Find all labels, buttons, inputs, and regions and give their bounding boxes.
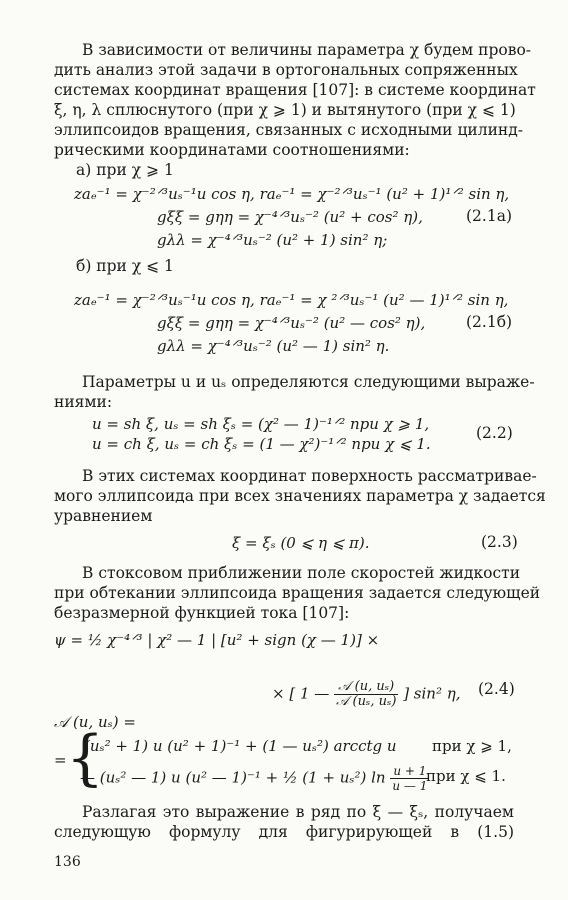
text-line: В стоксовом приближении поле скоростей жидкости [82, 564, 521, 582]
equation-line [272, 680, 461, 709]
text-line: В зависимости от величины параметра χ будем прово- [82, 41, 532, 59]
equation-prefix: × [ 1 — [272, 684, 330, 703]
equation-line: zaₑ⁻¹ = χ⁻²ᐟ³uₛ⁻¹u cos η, raₑ⁻¹ = χ⁻²ᐟ³uₛ⁻¹ (u² + 1)¹ᐟ² sin η, [74, 185, 510, 203]
text-line: уравнением [54, 507, 153, 525]
text-line: рическими координатами соотношениями: [54, 141, 410, 159]
text-line: В этих системах координат поверхность рассматривае- [82, 467, 537, 485]
fraction [334, 680, 398, 709]
equation-condition: при χ ⩾ 1, [432, 737, 512, 755]
equation-line: zaₑ⁻¹ = χ⁻²ᐟ³uₛ⁻¹u cos η, raₑ⁻¹ = χ ²ᐟ³uₛ⁻¹ (u² — 1)¹ᐟ² sin η, [74, 291, 509, 309]
text-line: системах координат вращения [107]: в системе координат [54, 81, 536, 99]
left-brace-icon: { [66, 723, 105, 793]
equation-line: ξ = ξₛ (0 ⩽ η ⩽ π). [232, 534, 370, 552]
text-line: ξ, η, λ сплюснутого (при χ ⩾ 1) и вытянутого (при χ ⩽ 1) [54, 101, 516, 119]
equation-case [80, 764, 429, 793]
text-line: безразмерной функцией тока [107]: [54, 604, 350, 622]
text-line: Параметры u и uₛ определяются следующими выраже- [82, 373, 535, 391]
case-b-label: б) при χ ⩽ 1 [76, 257, 174, 275]
text-line: следующую формулу для фигурирующей в (1.5) [54, 823, 514, 841]
equals-sign: = [54, 751, 67, 769]
fraction [390, 764, 429, 793]
equation-suffix: ] sin² η, [403, 684, 461, 703]
text-line: дить анализ этой задачи в ортогональных сопряженных [54, 61, 518, 79]
text-line: Разлагая это выражение в ряд по ξ — ξₛ, получаем [82, 803, 514, 821]
equation-line: gλλ = χ⁻⁴ᐟ³uₛ⁻² (u² — 1) sin² η. [157, 337, 390, 355]
equation-line: 𝒜 (u, uₛ) = [54, 713, 136, 731]
equation-number: (2.3) [481, 533, 518, 551]
equation-number: (2.1б) [466, 313, 513, 331]
equation-number: (2.4) [478, 680, 515, 698]
equation-line: ψ = ½ χ⁻⁴ᐟ³ | χ² — 1 | [u² + sign (χ — 1)] × [54, 631, 380, 649]
equation-line: u = ch ξ, uₛ = ch ξₛ = (1 — χ²)⁻¹ᐟ² при χ ⩽ 1. [92, 435, 431, 453]
equation-line: gξξ = gηη = χ⁻⁴ᐟ³uₛ⁻² (u² — cos² η), [157, 314, 426, 332]
page-number: 136 [54, 854, 81, 870]
equation-condition: при χ ⩽ 1. [426, 767, 506, 785]
fraction-numerator: u + 1 [390, 764, 429, 779]
text-line: ниями: [54, 393, 113, 411]
text-line: при обтекании эллипсоида вращения задается следующей [54, 584, 541, 602]
equation-line: gλλ = χ⁻⁴ᐟ³uₛ⁻² (u² + 1) sin² η; [157, 231, 388, 249]
equation-case-text: — (uₛ² — 1) u (u² — 1)⁻¹ + ½ (1 + uₛ²) ln [80, 768, 386, 787]
fraction-denominator: u — 1 [392, 779, 428, 793]
equation-line: gξξ = gηη = χ⁻⁴ᐟ³uₛ⁻² (u² + cos² η), [157, 208, 423, 226]
equation-case: (uₛ² + 1) u (u² + 1)⁻¹ + (1 — uₛ²) arcctg u [84, 737, 397, 755]
text-line: эллипсоидов вращения, связанных с исходными цилинд- [54, 121, 524, 139]
equation-number: (2.1а) [466, 207, 512, 225]
equation-number: (2.2) [476, 424, 513, 442]
case-a-label: а) при χ ⩾ 1 [76, 161, 174, 179]
text-line: мого эллипсоида при всех значениях параметра χ задается [54, 487, 546, 505]
fraction-denominator: 𝒜 (uₛ, uₛ) [336, 694, 397, 709]
fraction-numerator: 𝒜 (u, uₛ) [334, 680, 398, 695]
equation-line: u = sh ξ, uₛ = sh ξₛ = (χ² — 1)⁻¹ᐟ² при χ ⩾ 1, [92, 415, 430, 433]
